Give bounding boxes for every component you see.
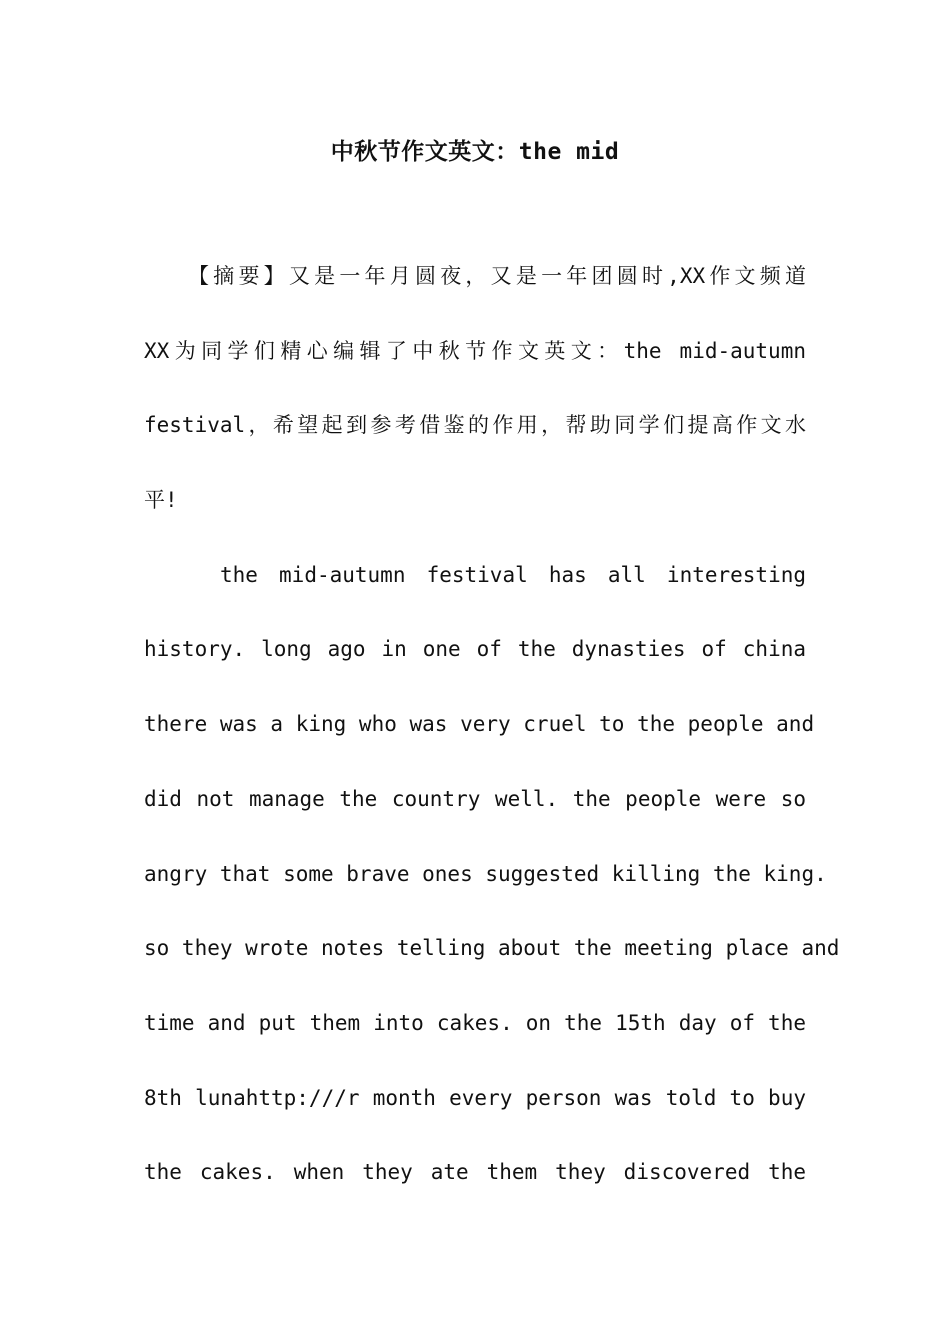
text-line: the mid-autumn festival has all interesting [220,562,806,587]
text-line: angry that some brave ones suggested killing the king. [144,861,827,886]
text-line: history. long ago in one of the dynasties of china [144,637,806,662]
text-line: 【摘要】又是一年月圆夜，又是一年团圆时,XX作文频道 [188,264,806,288]
text-line: XX为同学们精心编辑了中秋节作文英文：the mid-autumn [144,338,806,363]
text-line: did not manage the country well. the people were so [144,786,806,811]
document-title: 中秋节作文英文：the mid [330,139,620,165]
text-line: time and put them into cakes. on the 15th day of the [144,1010,806,1035]
text-line: 平! [144,488,178,513]
text-line: 8th lunahttp:///r month every person was told to buy [144,1085,806,1110]
text-line: so they wrote notes telling about the meeting place and [144,936,840,961]
text-line: festival，希望起到参考借鉴的作用，帮助同学们提高作文水 [144,413,806,438]
text-line: the cakes. when they ate them they discovered the [144,1160,806,1185]
document-body [144,256,840,1227]
text-line: there was a king who was very cruel to the people and [144,712,815,737]
